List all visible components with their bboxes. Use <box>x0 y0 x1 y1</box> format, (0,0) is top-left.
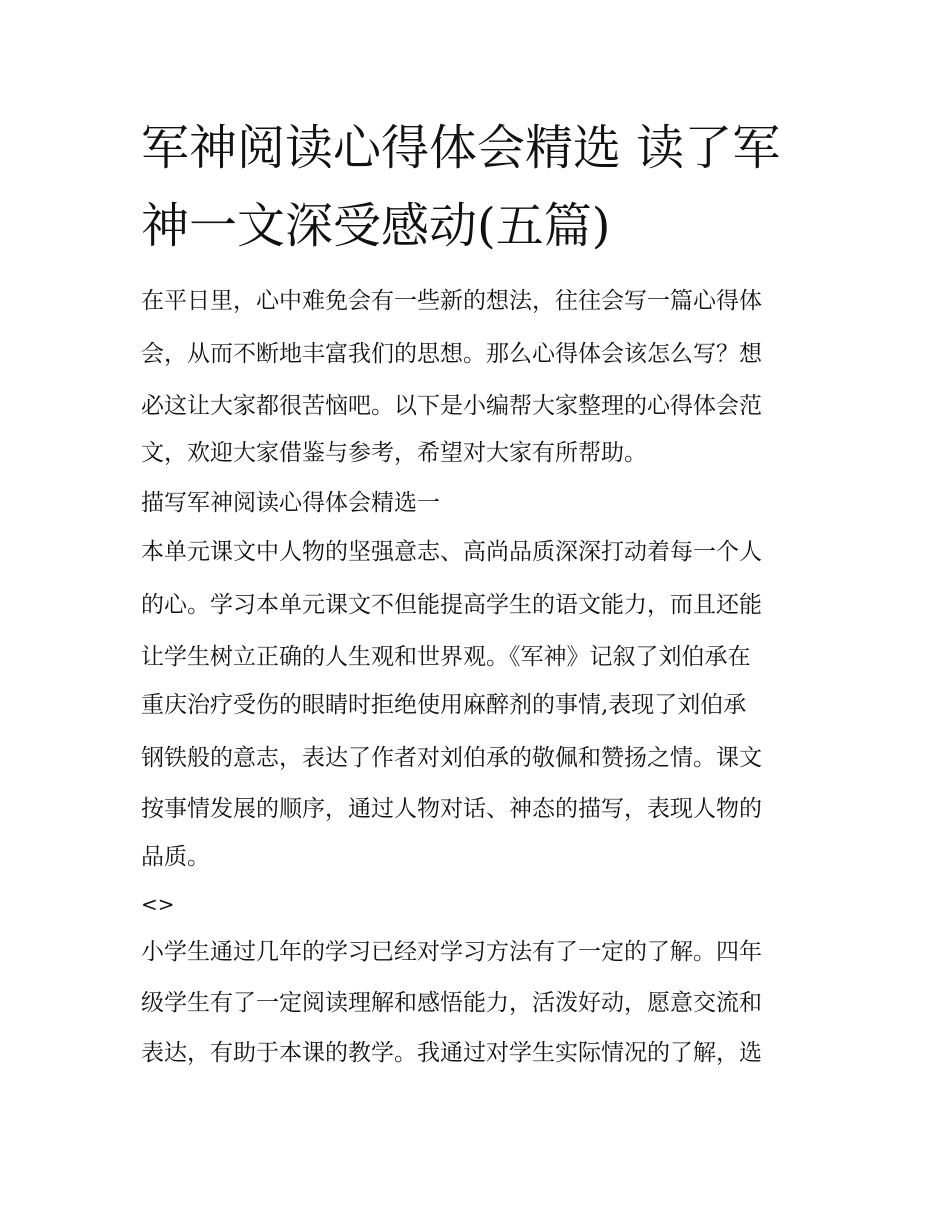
title-line-1: 军神阅读心得体会精选 读了军 <box>141 120 781 176</box>
closing-line-1: 小学生通过几年的学习已经对学习方法有了一定的了解。四年 <box>141 939 762 965</box>
intro-line-3: 必这让大家都很苦恼吧。以下是小编帮大家整理的心得体会范 <box>141 393 762 419</box>
section-line-4: 重庆治疗受伤的眼睛时拒绝使用麻醉剂的事情,表现了刘伯承 <box>141 692 747 718</box>
closing-line-2: 级学生有了一定阅读理解和感悟能力，活泼好动，愿意交流和 <box>141 990 762 1016</box>
section-heading: 描写军神阅读心得体会精选一 <box>141 490 440 516</box>
section-line-2: 的心。学习本单元课文不但能提高学生的语文能力，而且还能 <box>141 592 762 618</box>
section-line-5: 钢铁般的意志，表达了作者对刘伯承的敬佩和赞扬之情。课文 <box>141 745 762 771</box>
closing-line-3: 表达，有助于本课的教学。我通过对学生实际情况的了解，选 <box>141 1040 762 1066</box>
title-line-2: 神一文深受感动(五篇) <box>141 198 611 254</box>
section-line-1: 本单元课文中人物的坚强意志、高尚品质深深打动着每一个人 <box>141 539 762 565</box>
section-line-6: 按事情发展的顺序，通过人物对话、神态的描写，表现人物的 <box>141 796 762 822</box>
intro-line-1: 在平日里，心中难免会有一些新的想法，往往会写一篇心得体 <box>141 288 762 314</box>
section-line-7: 品质。 <box>141 844 210 870</box>
intro-line-2: 会，从而不断地丰富我们的思想。那么心得体会该怎么写？想 <box>141 341 762 367</box>
intro-line-4: 文，欢迎大家借鉴与参考，希望对大家有所帮助。 <box>141 440 647 466</box>
section-line-3: 让学生树立正确的人生观和世界观。《军神》记叙了刘伯承在 <box>141 644 751 670</box>
marker-text: <> <box>141 892 175 916</box>
